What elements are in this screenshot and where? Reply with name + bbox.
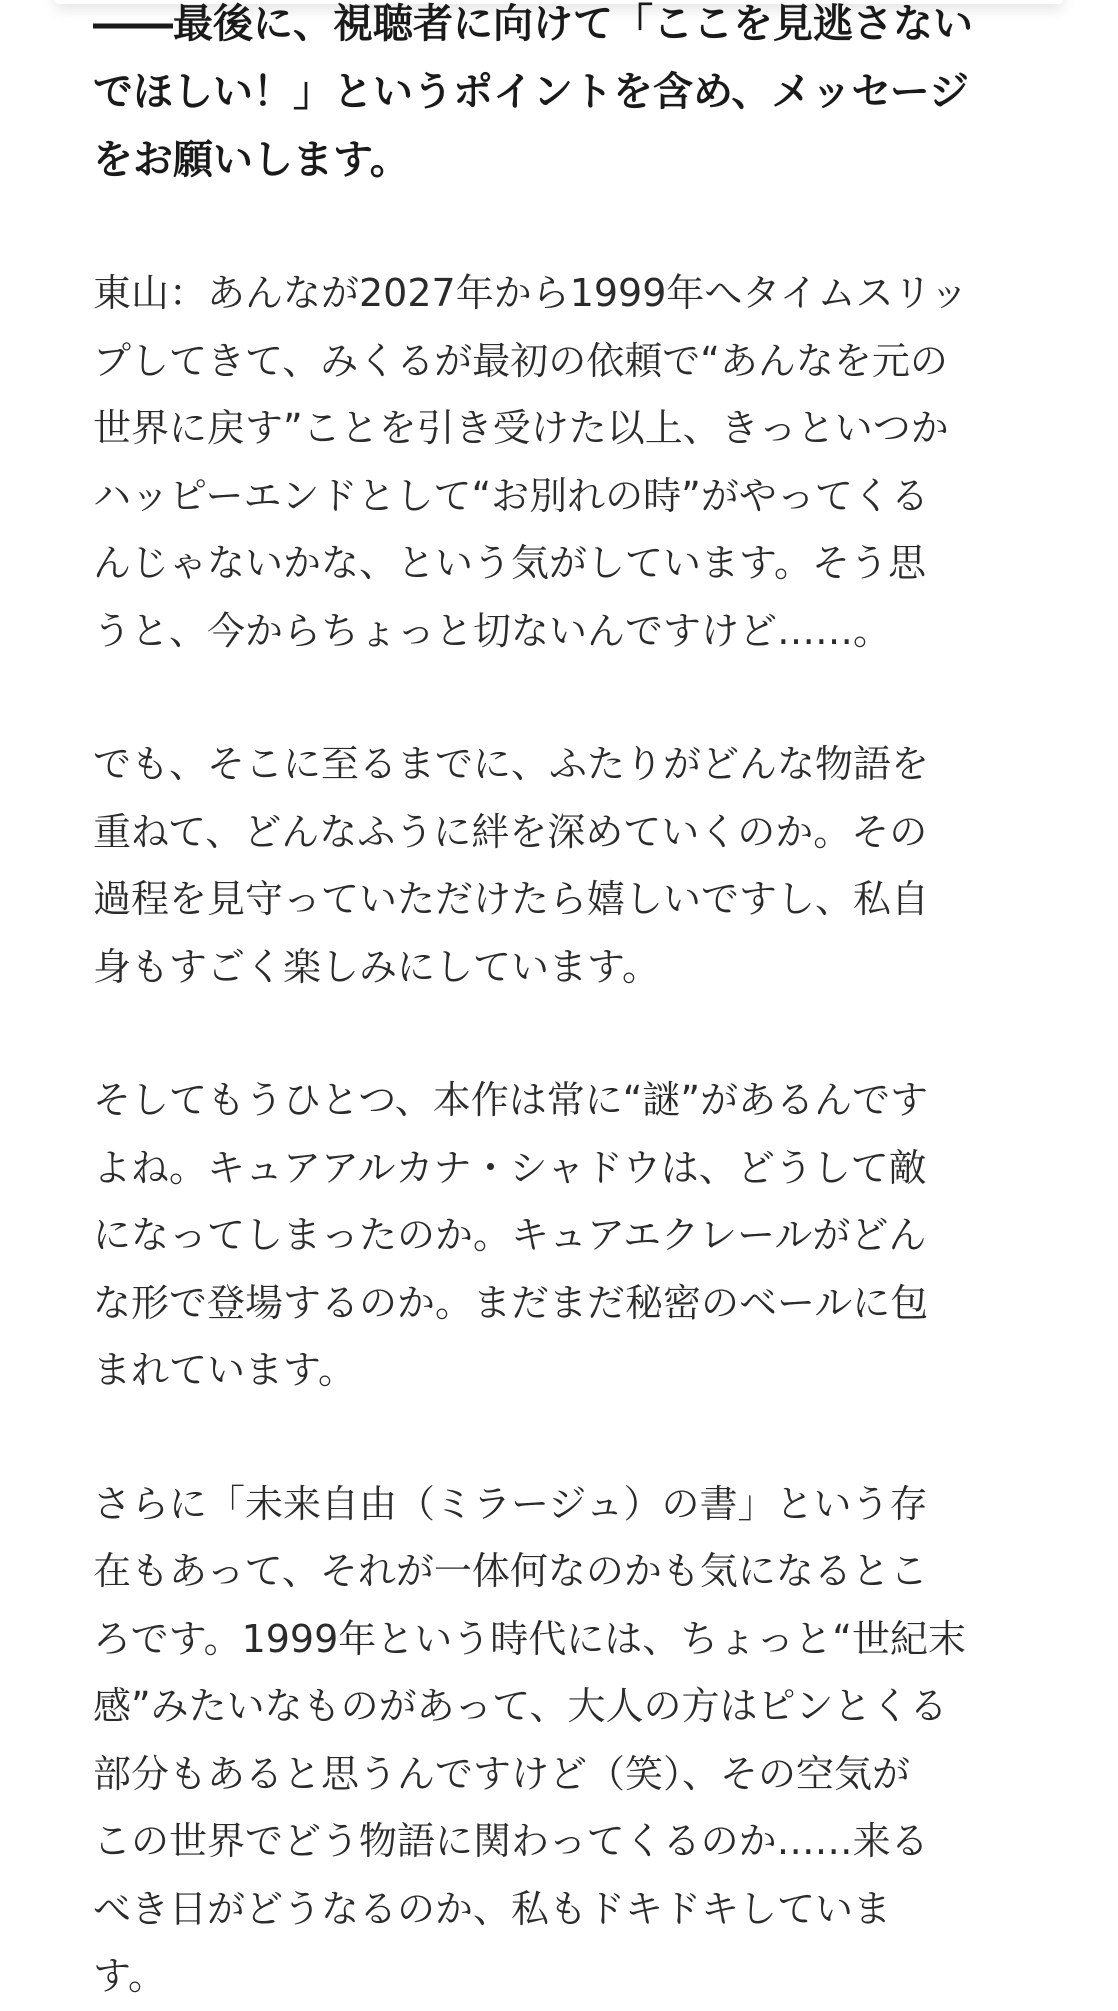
spacer bbox=[93, 1001, 1033, 1067]
spacer bbox=[93, 194, 1033, 260]
answer-paragraph: 東山：あんなが2027年から1999年へタイムスリッ プしてきて、みくるが最初の依頼で“あんなを元の 世界に戻す”ことを引き受けた以上、きっといつか ハッピーエンドとして“お別れの時”がやってくる んじゃないかな、という気がしています。そう思 うと、今からちょっと切ないんですけど……。 bbox=[93, 271, 969, 653]
spacer bbox=[93, 1405, 1033, 1471]
interview-article bbox=[93, 0, 1033, 2011]
interview-question: ――最後に、視聴者に向けて「ここを見逃さない でほしい！」というポイントを含め、メッセージ をお願いします。 bbox=[93, 1, 973, 183]
answer-paragraph: そしてもうひとつ、本作は常に“謎”があるんです よね。キュアアルカナ・シャドウは、どうして敵 になってしまったのか。キュアエクレールがどん な形で登場するのか。まだまだ秘密のベールに包 まれています。 bbox=[93, 1078, 929, 1392]
answer-paragraph: でも、そこに至るまでに、ふたりがどんな物語を 重ねて、どんなふうに絆を深めていくのか。その 過程を見守っていただけたら嬉しいですし、私自 身もすごく楽しみにしています。 bbox=[93, 742, 930, 989]
answer-paragraph: さらに「未来自由（ミラージュ）の書」という存 在もあって、それが一体何なのかも気になるとこ ろです。1999年という時代には、ちょっと“世紀末 感”みたいなものがあって、大人の方はピンとくる 部分もあると思うんですけど（笑）、その空気が この世界でどう物語に関わってくるのか……来る べき日がどうなるのか、私もドキドキしていま す。 bbox=[93, 1481, 966, 1998]
spacer bbox=[93, 665, 1033, 731]
